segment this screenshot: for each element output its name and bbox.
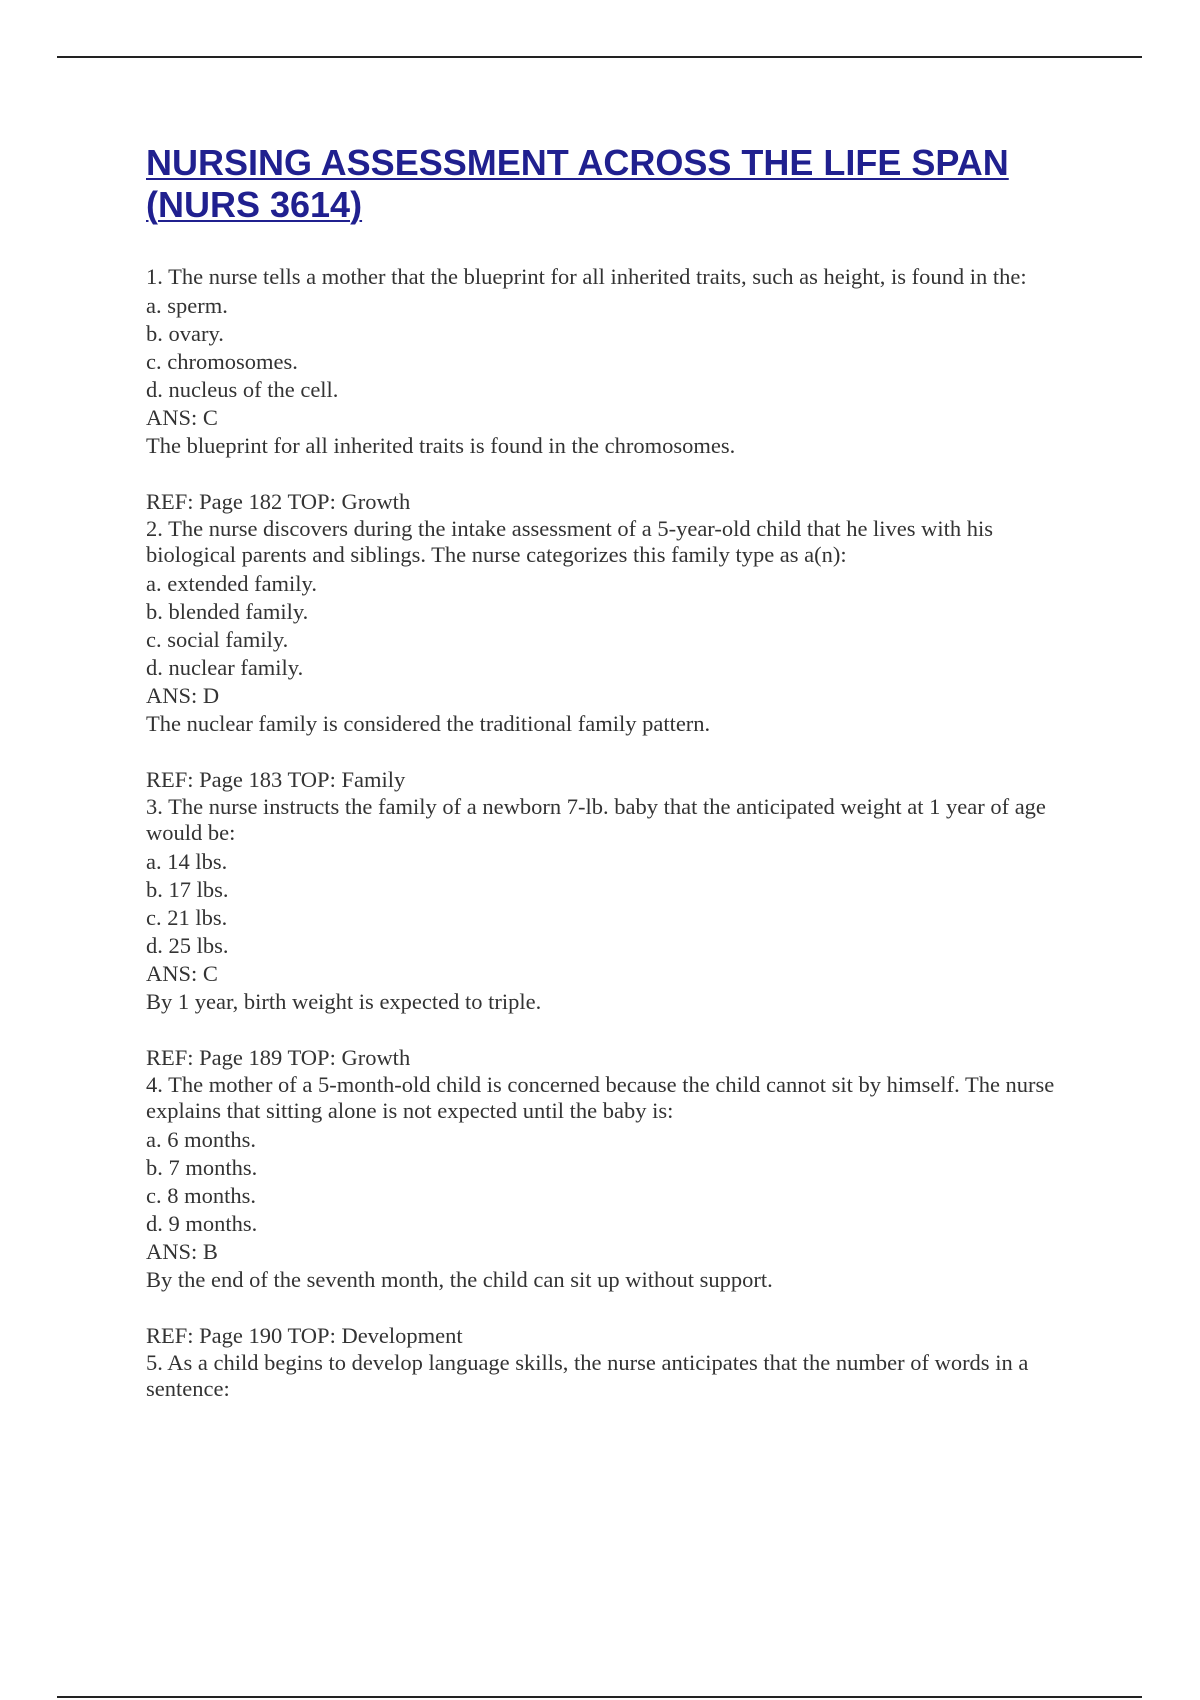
- title-line-2: (NURS 3614): [146, 184, 363, 225]
- option-a: a. sperm.: [146, 293, 228, 318]
- option-c: c. 8 months.: [146, 1183, 256, 1208]
- question-text: 5. As a child begins to develop language skills, the nurse anticipates that the number of words in a sentence:: [146, 1350, 1029, 1401]
- title-link[interactable]: [146, 142, 1009, 225]
- question-text: 1. The nurse tells a mother that the blueprint for all inherited traits, such as height, is found in the:: [146, 264, 1027, 289]
- option-b: b. blended family.: [146, 599, 309, 624]
- document-body: [146, 142, 1086, 1404]
- question-block-3: [146, 794, 1086, 1072]
- option-a: a. 14 lbs.: [146, 849, 228, 874]
- answer: ANS: B: [146, 1239, 218, 1264]
- option-b: b. ovary.: [146, 321, 224, 346]
- option-d: d. nucleus of the cell.: [146, 377, 339, 402]
- spacer: [146, 460, 1086, 488]
- option-c: c. 21 lbs.: [146, 905, 228, 930]
- rationale: By 1 year, birth weight is expected to triple.: [146, 989, 542, 1014]
- option-b: b. 17 lbs.: [146, 877, 229, 902]
- bottom-rule: [57, 1696, 1142, 1698]
- option-c: c. chromosomes.: [146, 349, 298, 374]
- spacer: [146, 738, 1086, 766]
- reference: REF: Page 182 TOP: Growth: [146, 489, 411, 514]
- question-block-4: [146, 1072, 1086, 1350]
- option-d: d. nuclear family.: [146, 655, 304, 680]
- question-block-1: [146, 264, 1086, 516]
- spacer: [146, 1294, 1086, 1322]
- option-b: b. 7 months.: [146, 1155, 258, 1180]
- answer: ANS: C: [146, 405, 218, 430]
- document-title: [146, 142, 1086, 226]
- option-a: a. 6 months.: [146, 1127, 256, 1152]
- question-text: 3. The nurse instructs the family of a newborn 7-lb. baby that the anticipated weight at 1 year of age would be:: [146, 794, 1046, 845]
- question-text: 2. The nurse discovers during the intake assessment of a 5-year-old child that he lives with his biological parents and siblings. The nurse categorizes this family type as a(n):: [146, 516, 994, 567]
- reference: REF: Page 189 TOP: Growth: [146, 1045, 411, 1070]
- question-block-5: [146, 1350, 1086, 1402]
- rationale: The blueprint for all inherited traits is found in the chromosomes.: [146, 433, 736, 458]
- spacer: [146, 1016, 1086, 1044]
- option-d: d. 25 lbs.: [146, 933, 229, 958]
- reference: REF: Page 183 TOP: Family: [146, 767, 406, 792]
- option-d: d. 9 months.: [146, 1211, 258, 1236]
- option-a: a. extended family.: [146, 571, 317, 596]
- rationale: The nuclear family is considered the traditional family pattern.: [146, 711, 711, 736]
- top-rule: [57, 56, 1142, 58]
- answer: ANS: D: [146, 683, 220, 708]
- question-block-2: [146, 516, 1086, 794]
- title-line-1: NURSING ASSESSMENT ACROSS THE LIFE SPAN: [146, 142, 1009, 183]
- option-c: c. social family.: [146, 627, 289, 652]
- question-text: 4. The mother of a 5-month-old child is concerned because the child cannot sit by himself. The nurse explains that sitting alone is not expected until the baby is:: [146, 1072, 1055, 1123]
- reference: REF: Page 190 TOP: Development: [146, 1323, 463, 1348]
- answer: ANS: C: [146, 961, 218, 986]
- rationale: By the end of the seventh month, the child can sit up without support.: [146, 1267, 773, 1292]
